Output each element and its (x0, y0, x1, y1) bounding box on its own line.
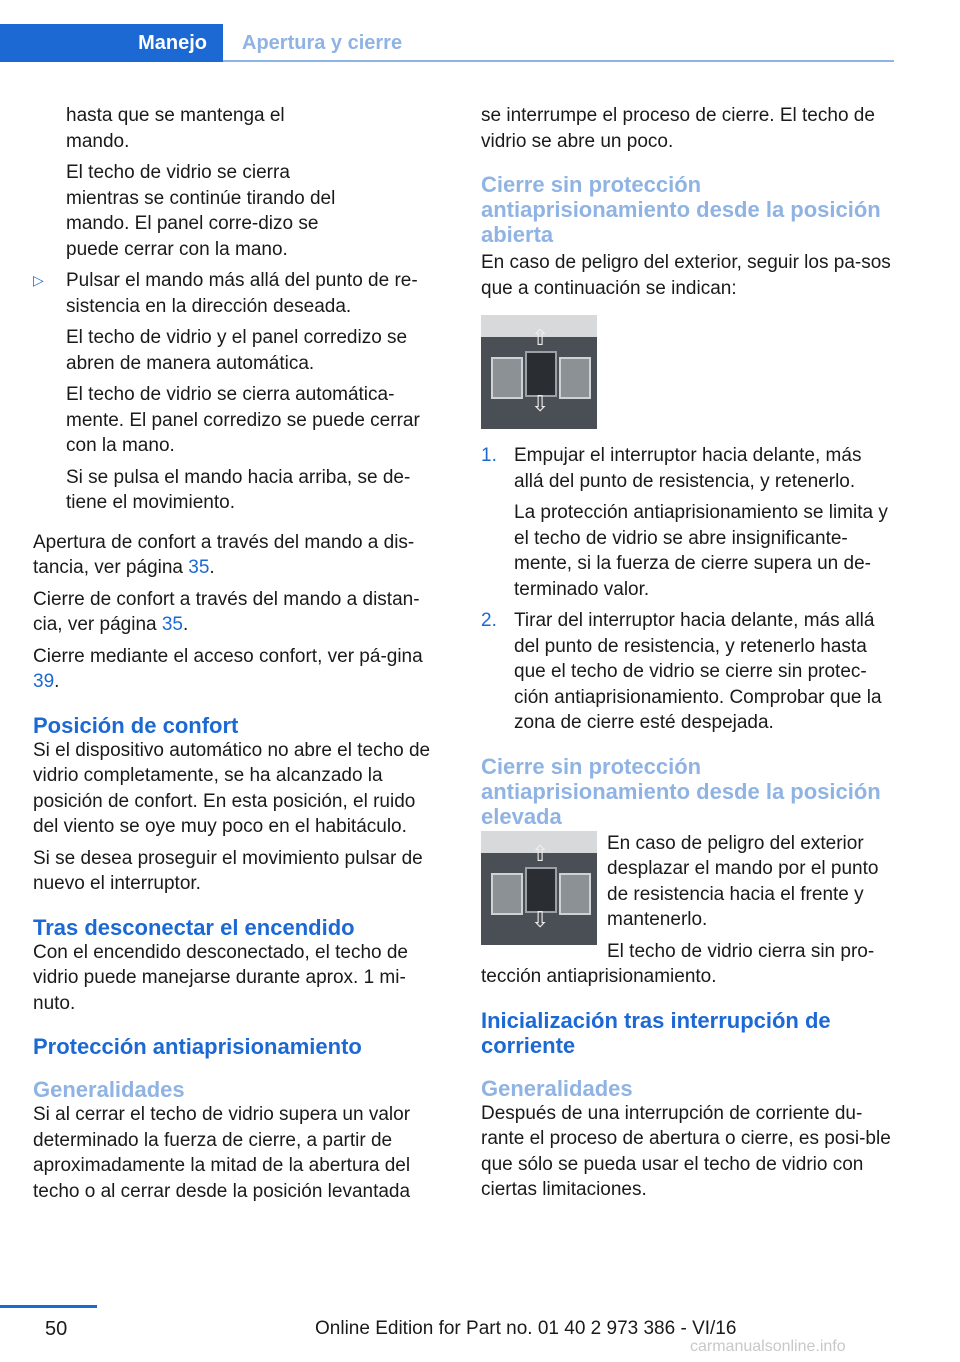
bullet-item (33, 268, 443, 516)
paragraph: Con el encendido desconectado, el techo de vidrio puede manejarse durante aprox. 1 mi‐nuto. (33, 941, 408, 1014)
switch-illustration (481, 831, 597, 945)
item-number: 1. (481, 445, 497, 466)
paragraph: hasta que se mantenga el mando. (66, 105, 285, 152)
numbered-item (481, 443, 894, 602)
item-text: Empujar el interruptor hacia delante, más allá del punto de resistencia, y retenerlo. (514, 445, 862, 492)
bullet-icon: ▷ (33, 272, 44, 288)
numbered-item (481, 608, 894, 736)
paragraph: La protección antiaprisionamiento se limita y el techo de vidrio se abre insignificante‐mente, si la fuerza de cierre supera un de‐terminado valor. (514, 502, 888, 600)
subsection-heading: Generalidades (481, 1075, 633, 1101)
section-tab: Manejo (0, 24, 223, 62)
paragraph: Si al cerrar el techo de vidrio supera un valor determinado la fuerza de cierre, a partir de aproximadamente la mitad de la abertura del techo o al cerrar desde la posición levantada (33, 1104, 411, 1202)
paragraph: Cierre de confort a través del mando a distan‐cia, ver página 35. (33, 588, 420, 635)
item-number: 2. (481, 610, 497, 631)
switch-illustration (481, 315, 597, 429)
subsection-heading: Cierre sin protección antiaprisionamiento desde la posición abierta (481, 172, 881, 247)
subsection-tab: Apertura y cierre (242, 31, 403, 54)
footer-divider (0, 1305, 97, 1308)
paragraph: Apertura de confort a través del mando a dis‐tancia, ver página 35. (33, 531, 415, 578)
watermark: carmanualsonline.info (690, 1338, 846, 1355)
arrow-up-icon: ⇧ (531, 325, 550, 350)
subsection-heading: Generalidades (33, 1077, 185, 1102)
paragraph: El techo de vidrio se cierra automática‐mente. El panel corredizo se puede cerrar con la mano. (66, 384, 420, 456)
subsection-heading: Cierre sin protección antiaprisionamiento desde la posición elevada (481, 753, 881, 829)
bullet-text: Pulsar el mando más allá del punto de re‐sistencia en la dirección deseada. (66, 270, 418, 317)
page-header (0, 0, 960, 64)
paragraph: El techo de vidrio se cierra mientras se continúe tirando del mando. El panel corre‐dizo se puede cerrar con la mano. (66, 162, 336, 260)
paragraph: Si se desea proseguir el movimiento pulsar de nuevo el interruptor. (33, 847, 423, 894)
paragraph: Si se pulsa el mando hacia arriba, se de‐tiene el movimiento. (66, 466, 411, 513)
paragraph: En caso de peligro del exterior desplazar el mando por el punto de resistencia hacia el frente y mantenerlo. (607, 832, 879, 930)
arrow-up-icon: ⇧ (531, 840, 550, 866)
paragraph: El techo de vidrio y el panel corredizo se abren de manera automática. (66, 327, 408, 374)
section-heading: Inicialización tras interrupción de corriente (481, 1007, 831, 1058)
section-heading: Tras desconectar el encendido (33, 914, 355, 940)
edition-note: Online Edition for Part no. 01 40 2 973 386 - VI/16 (315, 1318, 737, 1339)
section-heading: Posición de confort (33, 712, 239, 738)
paragraph: Después de una interrupción de corriente du‐rante el proceso de abertura o cierre, es posi‐ble que sólo se pueda usar el techo de vidrio con ciertas limitaciones. (481, 1102, 891, 1200)
header-divider (223, 60, 894, 62)
page-number: 50 (45, 1318, 68, 1340)
figure-with-text (481, 831, 894, 990)
right-column (481, 103, 894, 1203)
paragraph: Cierre mediante el acceso confort, ver pá‐gina 39. (33, 645, 423, 692)
item-text: Tirar del interruptor hacia delante, más allá del punto de resistencia, y retenerlo hasta que el techo de vidrio se cierre sin protec‐ción antiaprisionamiento. Comprobar que la zona de cierre esté despejada. (514, 610, 882, 733)
arrow-down-icon: ⇩ (531, 391, 550, 416)
page-link[interactable]: 35 (161, 614, 183, 635)
paragraph: Si el dispositivo automático no abre el techo de vidrio completamente, se ha alcanzado la posición de confort. En esta posición, el ruido del viento se oye muy poco en el habitáculo. (33, 739, 431, 837)
page-link[interactable]: 39 (33, 671, 55, 692)
left-column (33, 103, 443, 1204)
paragraph: En caso de peligro del exterior, seguir los pa‐sos que a continuación se indican: (481, 252, 891, 299)
paragraph: se interrumpe el proceso de cierre. El techo de vidrio se abre un poco. (481, 105, 875, 152)
page-link[interactable]: 35 (188, 557, 210, 578)
arrow-down-icon: ⇩ (531, 906, 550, 932)
paragraph: El techo de vidrio cierra sin pro‐tección antiaprisionamiento. (481, 940, 875, 987)
section-heading: Protección antiaprisionamiento (33, 1034, 362, 1059)
